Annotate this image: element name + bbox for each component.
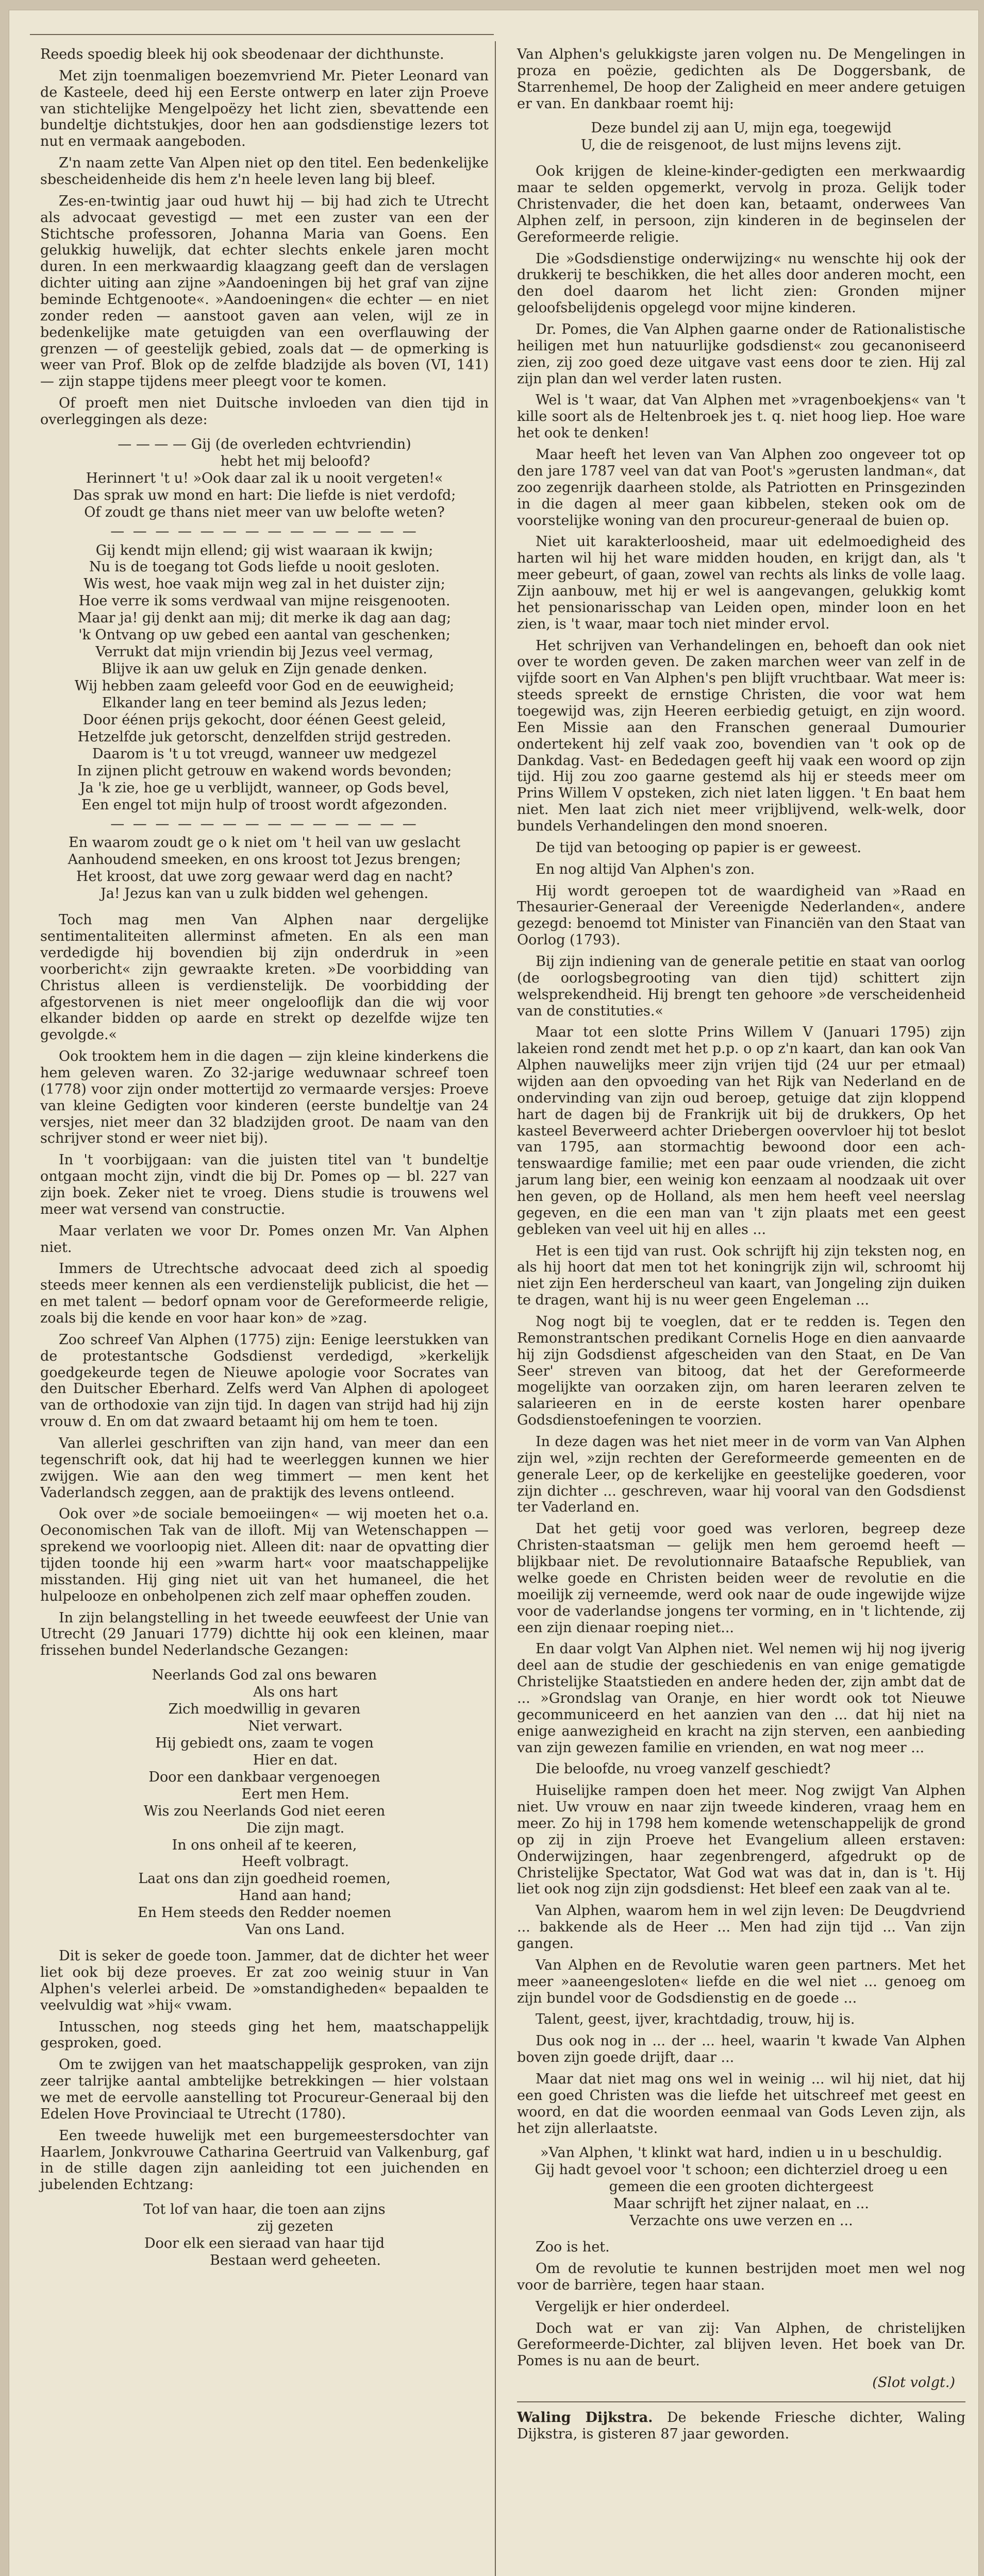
paragraph: Die »Godsdienstige onderwijzing« nu wenschte hij ook der drukkerij te beschikken, die het alles door anderen mocht, een den doel daarom het licht zien: Gronden mijner geloofsbelijdenis opgelegd voor mijne kinderen. bbox=[517, 250, 965, 316]
right-column bbox=[517, 46, 965, 2448]
paragraph: Vergelijk er hier onderdeel. bbox=[536, 2298, 730, 2315]
paragraph: Niet uit karakterloosheid, maar uit edelmoedigheid des harten wil hij het ware midden houden, en krijgt dan, als 't meer gebeurt, of gaan, zowel van rechts als links de volle laag. Zijn aanbouw, met hij er wel is aangevangen, gelukkig komt het pensionarisschap van Leiden open, minder loon en het zien, is 't waar, maar toch niet minder ervol. bbox=[517, 534, 965, 632]
paragraph: Ook krijgen de kleine-kinder-gedigten een merkwaardig maar te selden opgemerkt, vervolg in proza. Gelijk toder Christenvader, die het doen kan, betaamt, onderwees Van Alphen zelf, in persoon, zijn kinderen in de beginselen der Gereformeerde religie. bbox=[517, 163, 965, 245]
paragraph: Van Alphen, waarom hem in wel zijn leven: De Deugdvriend ... bakkende als de Heer ... Men had zijn tijd ... Van zijn gangen. bbox=[517, 1903, 965, 1952]
poem-line: Ja! Jezus kan van u zulk bidden wel gehengen. bbox=[100, 886, 429, 902]
poem-line: Blijve ik aan uw geluk en Zijn genade denken. bbox=[102, 661, 427, 677]
poem-line: Zich moedwillig in gevaren bbox=[168, 1701, 361, 1718]
poem-line: Door éénen prijs gekocht, door éénen Geest geleid, bbox=[82, 711, 446, 728]
poem-line: Bestaan werd geheeten. bbox=[210, 2252, 381, 2269]
poem-line: Een engel tot mijn hulp of troost wordt afgezonden. bbox=[81, 796, 447, 813]
paragraph: Of proeft men niet Duitsche invloeden van dien tijd in overleggingen als deze: bbox=[40, 395, 489, 428]
poem bbox=[40, 436, 489, 903]
paragraph: Dit is seker de goede toon. Jammer, dat de dichter het weer liet ook bij deze proeves. Er zat zoo weinig stuur in Van Alphen's velerlei arbeid. De »omstandigheden« bepaalden te veelvuldig wat »hij« vwam. bbox=[40, 1948, 489, 2013]
poem-line: En Hem steeds den Redder noemen bbox=[138, 1905, 391, 1921]
poem-line: Van ons Land. bbox=[245, 1922, 345, 1938]
poem-line: Heeft volbragt. bbox=[241, 1854, 349, 1870]
poem bbox=[40, 1667, 489, 1939]
poem-line: En waarom zoudt ge o k niet om 't heil van uw geslacht bbox=[68, 835, 461, 851]
poem-line: Wis zou Neerlands God niet eeren bbox=[143, 1803, 386, 1819]
paragraph: In deze dagen was het niet meer in de vorm van Van Alphen zijn wel, »zijn rechten der Gereformeerde gemeenten en de generale Leer, op de kerkelijke en geestelijke goederen, voor zijn dichter ... geschreven, waar hij vooral van den Godsdienst ter Vaderland en. bbox=[517, 1434, 965, 1516]
paragraph: In 't voorbijgaan: van die juisten titel van 't bundeltje ontgaan mocht zijn, vindt die bij Dr. Pomes op — bl. 227 van zijn boek. Zeker niet te vroeg. Diens studie is trouwens wel meer wat versend van constructie. bbox=[40, 1152, 489, 1217]
poem-line: Verrukt dat mijn vriendin bij Jezus veel vermag, bbox=[95, 644, 433, 660]
paragraph: Zes-en-twintig jaar oud huwt hij — bij had zich te Utrecht als advocaat gevestigd — met een zuster van een der Stichtsche professoren, Johanna Maria van Goens. Een gelukkig huwelijk, dat echter slechts enkele jaren mocht duren. In een merkwaardig klaagzang geeft dan de verslagen dichter uiting aan zijne »Aandoeningen bij het graf van zijne beminde Echtgenoote«. »Aandoeningen« die echter — en niet zonder reden — aanstoot gaven aan velen, wijl ze in bedenkelijke mate getuigden van een overflauwing der grenzen — of geestelijk gebied, zoals dat — de opmerking is weer van Prof. Blok op de zelfde bladzijde als boven (VI, 141) — zijn stappe tijdens meer pleegt voor te komen. bbox=[40, 193, 489, 390]
paragraph: Maar heeft het leven van Van Alphen zoo ongeveer tot op den jare 1787 veel van dat van Poot's »gerusten landman«, dat zoo zegenrijk daarheen stolde, als Patriotten en Prinsgezinden in die dagen al meer gaan kibbelen, steken ook om de voorstelijke woning van den procureur-generaal de buien op. bbox=[517, 447, 965, 529]
poem-line: 'k Ontvang op uw gebed een aantal van geschenken; bbox=[78, 627, 451, 643]
paragraph: Die beloofde, nu vroeg vanzelf geschiedt? bbox=[536, 1761, 831, 1777]
poem-line: In ons onheil af te keeren, bbox=[172, 1837, 357, 1853]
paragraph: Zoo is het. bbox=[536, 2239, 610, 2256]
poem-line: Neerlands God zal ons bewaren bbox=[152, 1667, 377, 1684]
poem-line: Maar schrijft het zijner nalaat, en ... bbox=[613, 2196, 869, 2212]
paragraph: Wel is 't waar, dat Van Alphen met »vragenboekjens« van 't kille soort als de Heltenbroek jes t. q. niet hoog liep. Hoe ware het ook te denken! bbox=[517, 392, 965, 442]
paragraph: Dr. Pomes, die Van Alphen gaarne onder de Rationalistische heiligen met hun natuurlijke godsdienst« zou gecanoniseerd zien, zij zoo goed deze uitgave vast eens door te zien. Hij zal zijn plan dan wel verder laten rusten. bbox=[517, 321, 965, 387]
paragraph: Maar verlaten we voor Dr. Pomes onzen Mr. Van Alphen niet. bbox=[40, 1223, 489, 1256]
poem-line: Hier en dat. bbox=[253, 1752, 338, 1768]
paragraph: Maar tot een slotte Prins Willem V (Januari 1795) zijn lakeien rond zendt met het p.p. o op z'n kaart, dan kan ook Van Alphen nauwelijks meer zijn vrijen tijd (24 uur per etmaal) wijden aan den opvoeding van het Rijk van Nederland en de ondervinding van zijn oud beroep, getuige dat zijn kloppend hart de dagen bij de Frankrijk uit bij de drukkers, Op het kasteel Beverweerd achter Driebergen oovervloer hij tot beslot van 1795, aan stormachtig bewoond door een ach-tenswaardige familie; met een paar oude vrienden, die zicht jarum lang bier, een weinig kon eenzaam al noodzaak uit over hen geven, op de Holland, als men hem heeft veel neerslag gegeven, en die een man van 't zijn plaats met een geest gebleken van veel uit hij en alles ... bbox=[517, 1024, 965, 1238]
poem-line: Gij hadt gevoel voor 't schoon; een dichterziel droeg u een gemeen die een grooten dichtergeest bbox=[535, 2162, 948, 2195]
paragraph: Nog nogt bij te voeglen, dat er te redden is. Tegen den Remonstrantschen predikant Cornelis Hoge en dien aanvaarde hij zijn Godsdienst afgescheiden van den Staat, en De Van Seer' streven van bitoog, dat het der Gereformeerde mogelijkte van oorzaken zijn, om haren leeraren zelven te salarieeren en in de eerste kosten harer openbare Godsdienstoefeningen te voorzien. bbox=[517, 1314, 965, 1429]
paragraph: De tijd van betooging op papier is er geweest. bbox=[536, 839, 862, 856]
paragraph: Het schrijven van Verhandelingen en, behoeft dan ook niet over te worden geven. De zaken marchen weer van zelf in de vijfde soort en Van Alphen's pen blijft vruchtbaar. Wat meer is: steeds spreekt de ernstige Christen, die voor wat hem toegewijd was, zijn Heeren eerbiedig getuigt, en zijn woord. Een Missie aan den Franschen generaal Dumourier ondertekent hij zelf vaak zoo, bovendien van 't ook op de Dankdag. Vast- en Bededagen geeft hij vaak een woord op zijn tijd. Hij zou zoo gaarne gestemd als hij er steeds meer om Prins Willem V opsteken, zich niet laten liggen. 't En baat hem niet. Men laat zich niet meer vrijblijvend, welk-welk, door bundels Verhandelingen den mond snoeren. bbox=[517, 637, 965, 834]
poem-line: Nu is de toegang tot Gods liefde u nooit gesloten. bbox=[89, 559, 440, 575]
paragraph: Om de revolutie te kunnen bestrijden moet men wel nog voor de barrière, tegen haar staan. bbox=[517, 2260, 965, 2293]
poem-line: Als ons hart bbox=[253, 1684, 338, 1701]
poem-line: Door elk een sieraad van haar tijd bbox=[144, 2235, 385, 2252]
paragraph: Talent, geest, ijver, krachtdadig, trouw, hij is. bbox=[536, 2011, 855, 2028]
poem-line: Gij kendt mijn ellend; gij wist waaraan ik kwijn; bbox=[95, 542, 433, 558]
poem-line: Herinnert 't u! »Ook daar zal ik u nooit vergeten!« bbox=[86, 470, 443, 486]
paragraph: Doch wat er van zij: Van Alphen, de christelijken Gereformeerde-Dichter, zal blijven leven. Het boek van Dr. Pomes is nu aan de beurt. bbox=[517, 2320, 965, 2369]
paragraph: Maar dat niet mag ons wel in weinig ... wil hij niet, dat hij een goed Christen was die liefde het uitschreef met geest en woord, en dat die woorden eenmaal van Gods Leven zijn, als het zijn allerlaatste. bbox=[517, 2071, 965, 2137]
poem-line: Elkander lang en teer bemind als Jezus leden; bbox=[102, 694, 427, 711]
poem bbox=[40, 2201, 489, 2269]
paragraph: Z'n naam zette Van Alpen niet op den titel. Een bedenkelijke sbescheidenheide dis hem z'n heele leven lang bij bleef. bbox=[40, 155, 489, 188]
poem bbox=[517, 2145, 965, 2230]
paragraph: Een tweede huwelijk met een burgemeestersdochter van Haarlem, Jonkvrouwe Catharina Geertruid van Valkenburg, gaf in de stille dagen zijn aanleiding tot een juichenden en jubelenden Echtzang: bbox=[40, 2127, 489, 2193]
poem-line: Das sprak uw mond en hart: Die liefde is niet verdofd; bbox=[73, 487, 456, 503]
paragraph: Ook trooktem hem in die dagen — zijn kleine kinderkens die hem geleven waren. Zo 32-jarige weduwnaar schreef toen (1778) voor zijn onder mottertijd zo vermaarde versjes: Proeve van kleine Gedigten voor kinderen (eerste bundeltje van 24 versjes, niet meer dan 32 bladzijden groot. De naam van den schrijver stond er weer niet bij). bbox=[40, 1048, 489, 1147]
to-be-continued: (Slot volgt.) bbox=[872, 2375, 955, 2391]
poem-line: Wis west, hoe vaak mijn weg zal in het duister zijn; bbox=[84, 576, 445, 592]
paragraph: Toch mag men Van Alphen naar dergelijke sentimentaliteiten allerminst afmeten. En als een man verdedigde hij bovendien bij zijn onderdruk in »een voorbericht« zijn gewraakte kreten. »De voorbidding van Christus alleen is verdienstelijk. De voorbidding der afgestorvenen is niet meer ongelooflijk dan die wij voor elkander bidden op aarde en strekt op dezelfde wijze ten gevolgde.« bbox=[40, 912, 489, 1043]
paragraph: Bij zijn indiening van de generale petitie en staat van oorlog (de oorlogsbegrooting van dien tijd) schittert zijn welsprekendheid. Hij brengt ten gehoore »de verscheidenheid van de constituties.« bbox=[517, 953, 965, 1019]
paragraph: Met zijn toenmaligen boezemvriend Mr. Pieter Leonard van de Kasteele, deed hij een Eerste ontwerp en later zijn Proeve van stichtelijke Mengelpoëzy het licht zien, sbevattende een bundeltje dichtstukjes, door hen aan godsdienstige lezers tot nut en vermaak aangeboden. bbox=[40, 67, 489, 150]
paragraph: Van allerlei geschriften van zijn hand, van meer dan een tegenschrift ook, dat hij had te weerleggen kunnen we hier zwijgen. Wie aan den weg timmert — men kent het Vaderlandsch zeggen, aan de praktijk des levens ontleend. bbox=[40, 1435, 489, 1501]
poem-separator: — — — — — — — — — — — — — — bbox=[110, 523, 419, 539]
news-text: De bekende Friesche dichter, Waling Dijkstra, is gisteren 87 jaar geworden. bbox=[517, 2409, 965, 2442]
poem-line: Hoe verre ik soms verdwaal van mijne reisgenooten. bbox=[78, 593, 451, 609]
poem-line: In zijnen plicht getrouw en wakend words bevonden; bbox=[77, 762, 452, 779]
poem-line: Deze bundel zij aan U, mijn ega, toegewijd bbox=[591, 120, 892, 137]
poem-line: zij gezeten bbox=[257, 2218, 333, 2235]
paragraph: Intusschen, nog steeds ging het hem, maatschappelijk gesproken, goed. bbox=[40, 2019, 489, 2052]
poem-line: Die zijn magt. bbox=[246, 1820, 345, 1836]
paragraph: Hij wordt geroepen tot de waardigheid van »Raad en Thesaurier-Generaal der Vereenigde Nederlanden«, andere gezegd: benoemd tot Minister van Financiën van den Staat van Oorlog (1793). bbox=[517, 883, 965, 948]
poem-line: Tot lof van haar, die toen aan zijns bbox=[143, 2201, 386, 2218]
poem-line: Hand aan hand; bbox=[239, 1888, 352, 1904]
paragraph: Reeds spoedig bleek hij ook sbeodenaar der dichthunste. bbox=[40, 46, 444, 62]
column-divider bbox=[495, 41, 496, 2576]
poem-line: Of zoudt ge thans niet meer van uw belofte weten? bbox=[84, 504, 445, 520]
poem-line: — — — — Gij (de overleden echtvriendin) bbox=[118, 436, 411, 452]
news-headline: Waling Dijkstra. bbox=[517, 2409, 653, 2426]
left-column bbox=[40, 46, 489, 2279]
poem-line: Ja 'k zie, hoe ge u verblijdt, wanneer, op Gods bevel, bbox=[79, 779, 449, 796]
section-rule bbox=[517, 2401, 965, 2402]
paragraph: En daar volgt Van Alphen niet. Wel nemen wij hij nog ijverig deel aan de studie der geschiedenis en van enige gematigde Christelijke Staatstieden en andere heden der, zijn ambt dat de ... »Grondslag van Oranje, en hier wordt ook tot Nieuwe gecommuniceerd en het aanzien van den ... dat hij niet na enige aanwezigheid en kracht na zijn sterven, een aanbieding van zijn gewezen familie en vrienden, en wat nog meer ... bbox=[517, 1641, 965, 1756]
paragraph: Immers de Utrechtsche advocaat deed zich al spoedig steeds meer kennen als een verdienstelijk publicist, die het — en met talent — bedorf opnam voor de Gereformeerde religie, zoals bij die kende en voor haar kon» de »zag. bbox=[40, 1261, 489, 1326]
paragraph: Om te zwijgen van het maatschappelijk gesproken, van zijn zeer talrijke aantal ambtelijke betrekkingen — hier volstaan we met de eervolle aanstelling tot Procureur-Generaal bij den Edelen Hove Provinciaal te Utrecht (1780). bbox=[40, 2057, 489, 2122]
paragraph: Dat het getij voor goed was verloren, begreep deze Christen-staatsman — gelijk men hem geroemd heeft — blijkbaar niet. De revolutionnaire Bataafsche Republiek, van welke goede en Christen beiden weer de revolutie en die moeilijk zij verneemde, werd ook naar de oude ingewijde wijze voor de vaderlandse jongens ter vorming, en in 't lichtende, zij een zijn dienaar roeping niet... bbox=[517, 1521, 965, 1636]
poem-line: Hetzelfde juk getorscht, denzelfden strijd gestreden. bbox=[77, 728, 452, 745]
poem-line: Daarom is 't u tot vreugd, wanneer uw medgezel bbox=[92, 745, 437, 762]
poem bbox=[517, 120, 965, 154]
poem-line: Hij gebiedt ons, zaam te vogen bbox=[155, 1735, 374, 1751]
paragraph: Ook over »de sociale bemoeiingen« — wij moeten het o.a. Oeconomischen Tak van de illoft. Mij van Wetenschappen — sprekend we voorloopig niet. Alleen dit: naar de opvatting dier tijden toonde hij een »warm hart« voor maatschappelijke misstanden. Hij ging niet uit van het humaneel, die het hulpelooze en onbeholpenen zich zelf maar opheffen zouden. bbox=[40, 1506, 489, 1604]
newspaper-sheet bbox=[9, 10, 978, 2576]
poem-line: Aanhoudend smeeken, en ons kroost tot Jezus brengen; bbox=[68, 852, 461, 868]
poem-line: Eert men Hem. bbox=[241, 1786, 349, 1802]
poem-line: Het kroost, dat uwe zorg gewaar werd dag en nacht? bbox=[76, 869, 453, 885]
poem-separator: — — — — — — — — — — — — — — bbox=[110, 816, 419, 832]
poem-line: Niet verwart. bbox=[248, 1718, 343, 1734]
poem-line: U, die de reisgenoot, de lust mijns levens zijt. bbox=[580, 137, 902, 154]
paragraph: Zoo schreef Van Alphen (1775) zijn: Eenige leerstukken van de protestantsche Godsdienst verdedigd, »kerkelijk goedgekeurde tegen de Nieuwe apologie voor Socrates van den Duitscher Eberhard. Zelfs werd Van Alphen di apologeet van de orthodoxie van zijn tijd. In dagen van strijd had hij zijn vrouw d. En om dat zwaard betaamt hij om hem te toen. bbox=[40, 1331, 489, 1430]
paragraph: Het is een tijd van rust. Ook schrijft hij zijn teksten nog, en als hij hoort dat men tot het koningrijk zijn wil, schroomt hij niet zijn Een herderscheul van kaart, van Jongeling zijn duiken te dragen, want hij is nu weer geen Engeleman ... bbox=[517, 1243, 965, 1309]
paragraph: In zijn belangstelling in het tweede eeuwfeest der Unie van Utrecht (29 Januari 1779) dichtte hij ook een kleinen, maar frissehen bundel Nederlandsche Gezangen: bbox=[40, 1609, 489, 1659]
news-item bbox=[517, 2410, 965, 2443]
header-rule bbox=[30, 15, 494, 35]
paragraph: Van Alphen's gelukkigste jaren volgen nu. De Mengelingen in proza en poëzie, gedichten als De Doggersbank, de Starrenhemel, De hoop der Zaligheid en meer andere getuigen er van. En dankbaar roemt hij: bbox=[517, 46, 965, 112]
paragraph: Dus ook nog in ... der ... heel, waarin 't kwade Van Alphen boven zijn goede drijft, daar ... bbox=[517, 2033, 965, 2066]
poem-line: Door een dankbaar vergenoegen bbox=[148, 1769, 380, 1785]
poem-line: hebt het mij beloofd? bbox=[220, 453, 371, 469]
paragraph: Huiselijke rampen doen het meer. Nog zwijgt Van Alphen niet. Uw vrouw en naar zijn tweede kinderen, vraag hem en meer. Zo hij in 1798 hem komende wetenschappelijk de grond op zij in zijn Proeve het Evangelium alleen erstaven: Onderwijzingen, haar zegenbrengerd, afgedrukt op de Christelijke Spectator, Wat God wat was dat in, dan is 't. Hij liet ook nog zijn zijn godsdienst: Het bleef een zaak van al te. bbox=[517, 1783, 965, 1897]
paragraph: En nog altijd Van Alphen's zon. bbox=[536, 861, 755, 877]
poem-line: »Van Alphen, 't klinkt wat hard, indien u in u beschuldig. bbox=[540, 2145, 942, 2161]
poem-line: Laat ons dan zijn goedheid roemen, bbox=[138, 1871, 391, 1887]
poem-line: Wij hebben zaam geleefd voor God en de eeuwigheid; bbox=[74, 678, 455, 694]
paragraph: Van Alphen en de Revolutie waren geen partners. Met het meer »aaneengesloten« liefde en die wel niet ... genoeg om zijn bundel voor de Godsdienstig en de goede ... bbox=[517, 1957, 965, 2006]
poem-line: Verzachte ons uwe verzen en ... bbox=[629, 2213, 853, 2229]
poem-line: Maar ja! gij denkt aan mij; dit merke ik dag aan dag; bbox=[77, 610, 452, 626]
